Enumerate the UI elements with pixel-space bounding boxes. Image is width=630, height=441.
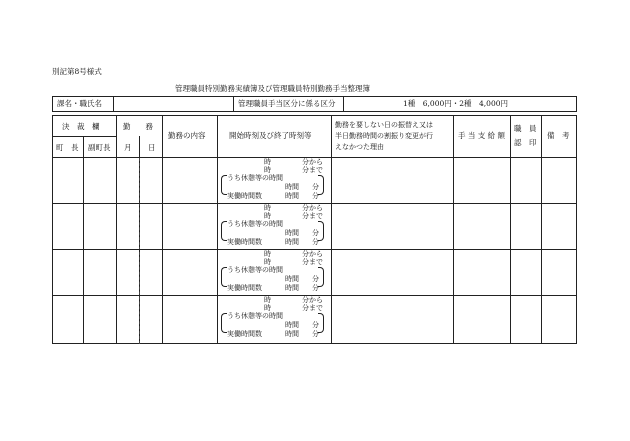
seal-header-line1: 職 員	[514, 124, 537, 133]
time-block-4: 時 分から 時 分まで うち休憩等の時間 時間 分 実働時間数 時間 分	[0, 295, 630, 341]
reason-header-line1: 勤務を要しない日の振替え又は	[335, 121, 433, 129]
reason-header-line3: えなかつた理由	[335, 143, 384, 151]
day-header: 日	[148, 143, 156, 152]
month-header: 月	[124, 143, 132, 152]
work-content-header: 勤務の内容	[168, 131, 206, 140]
work-header: 勤 務	[123, 122, 153, 131]
category-value: 1種 6,000円・2種 4,000円	[403, 99, 508, 108]
name-label: 課名・職氏名	[57, 99, 102, 108]
reason-header-line2: 半日勤務時間の割振り変更が行	[335, 132, 433, 140]
remarks-header: 備 考	[547, 131, 570, 140]
time-block-3: 時 分から 時 分まで うち休憩等の時間 時間 分 実働時間数 時間 分	[0, 249, 630, 295]
time-block-1: 時 分から 時 分まで うち休憩等の時間 時間 分 実働時間数 時間 分	[0, 157, 630, 203]
mayor-header: 町 長	[56, 143, 79, 152]
page-title: 管理職員特別勤務実績簿及び管理職員特別勤務手当整理簿	[175, 84, 370, 93]
seal-header-line2: 認 印	[514, 138, 537, 147]
form-label: 別記第8号様式	[52, 67, 102, 76]
approval-header: 決 裁 欄	[62, 122, 100, 131]
time-block-2: 時 分から 時 分まで うち休憩等の時間 時間 分 実働時間数 時間 分	[0, 203, 630, 249]
category-label: 管理職員手当区分に係る区分	[238, 99, 336, 108]
allowance-header: 手 当 支 給 額	[458, 131, 506, 140]
start-end-header: 開始時刻及び終了時刻等	[229, 131, 312, 140]
deputy-mayor-header: 副町長	[88, 143, 111, 152]
